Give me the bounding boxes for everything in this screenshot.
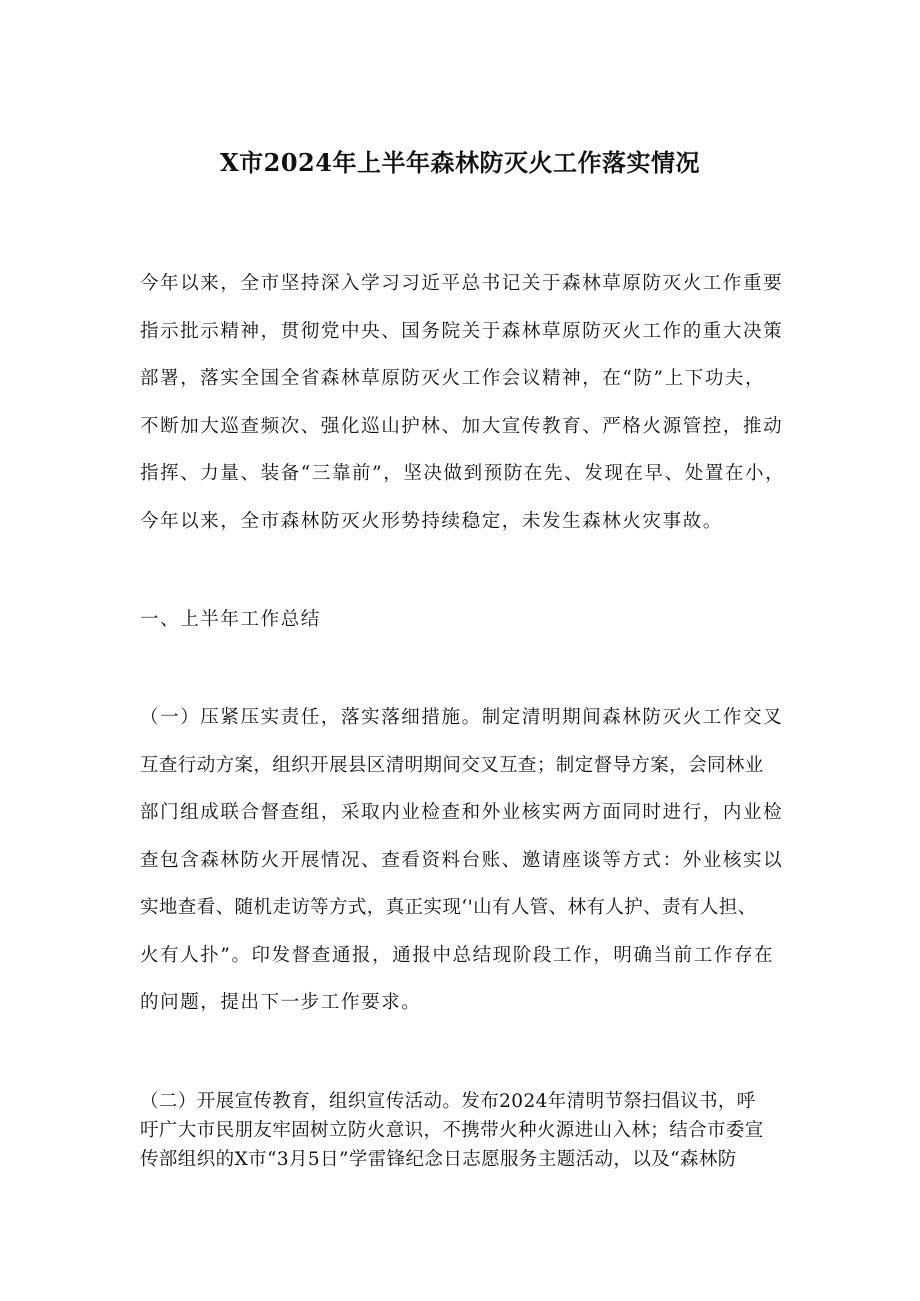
intro-line: 部署，落实全国全省森林草原防灭火工作会议精神，在“防”上下功夫，: [140, 368, 766, 389]
part2-line: 吁广大市民朋友牢固树立防火意识，不携带火种火源进山入林；结合市委宣: [140, 1120, 764, 1141]
part1-line: 的问题，提出下一步工作要求。: [140, 992, 422, 1013]
part1-line: （一）压紧压实责任，落实落细措施。制定清明期间森林防灭火工作交叉: [140, 707, 784, 728]
intro-line: 今年以来，全市坚持深入学习习近平总书记关于森林草原防灭火工作重要: [140, 273, 784, 294]
section-heading: 一、上半年工作总结: [140, 609, 321, 630]
part1-line: 火有人扑”。印发督查通报，通报中总结现阶段工作，明确当前工作存在: [140, 944, 775, 966]
part1-line: 互查行动方案，组织开展县区清明期间交叉互查；制定督导方案，会同林业: [140, 754, 764, 776]
part1-paragraph: [140, 694, 790, 1027]
part2-paragraph: [140, 1087, 790, 1174]
part1-line: 部门组成联合督查组，采取内业检查和外业核实两方面同时进行，内业检: [140, 802, 784, 823]
intro-paragraph: [140, 260, 790, 545]
document-title: X市2024年上半年森林防灭火工作落实情况: [220, 148, 700, 177]
intro-line: 指挥、力量、装备“三靠前”，坚决做到预防在先、发现在早、处置在小，: [140, 463, 786, 484]
part1-line: 查包含森林防火开展情况、查看资料台账、邀请座谈等方式：外业核实以: [140, 849, 784, 871]
part2-line: （二）开展宣传教育，组织宣传活动。发布2024年清明节祭扫倡议书，呼: [140, 1091, 756, 1112]
intro-line: 不断加大巡查频次、强化巡山护林、加大宣传教育、严格火源管控，推动: [140, 415, 784, 437]
intro-line: 指示批示精神，贯彻党中央、国务院关于森林草原防灭火工作的重大决策: [140, 320, 784, 342]
part2-line: 传部组织的X市“3月5日”学雷锋纪念日志愿服务主题活动，以及“森林防: [140, 1149, 737, 1170]
part1-line: 实地查看、随机走访等方式，真正实现‘'山有人管、林有人护、责有人担、: [140, 897, 757, 918]
intro-line: 今年以来，全市森林防灭火形势持续稳定，未发生森林火灾事故。: [140, 510, 723, 532]
